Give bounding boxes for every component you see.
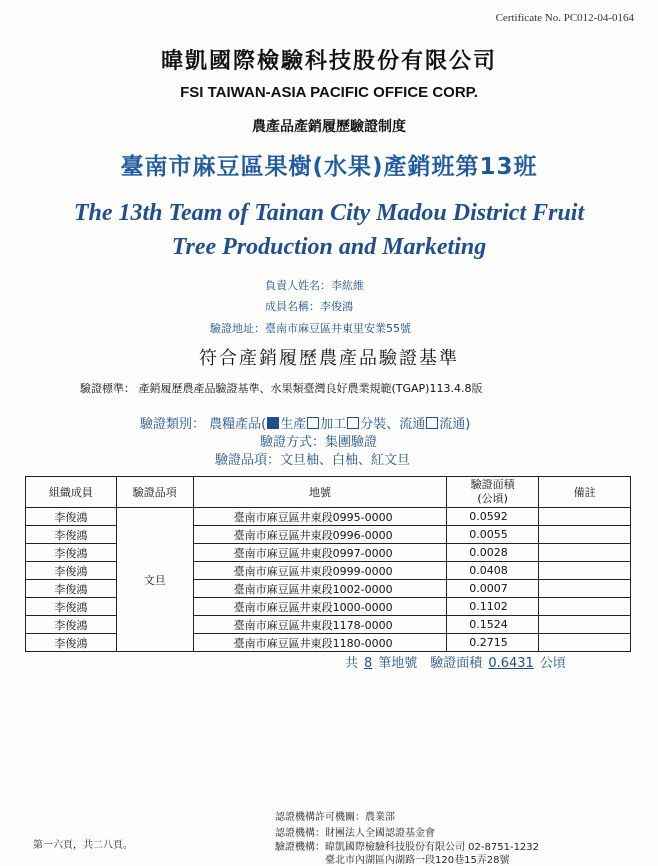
cell-note [539,580,631,598]
cell-member: 李俊鴻 [26,526,117,544]
table-row [26,508,631,526]
cell-member: 李俊鴻 [26,634,117,652]
team-name-en-line1: The 13th Team of Tainan City Madou District Fruit [73,200,585,226]
table-row [26,634,631,652]
summary-line [345,652,566,671]
certification-method: 驗證方式：集團驗證 [260,435,378,450]
checkbox-empty-icon [426,417,438,429]
cell-note [539,526,631,544]
header-area [447,477,539,508]
cell-area: 0.2715 [447,634,539,652]
summary-mid: 筆地號 驗證面積 [378,656,483,671]
cell-land: 臺南市麻豆區井東段1178-0000 [193,616,447,634]
category-option-dist: 流通 [439,417,466,432]
cell-area: 0.0592 [447,508,539,526]
certification-standard: 驗證標準： 產銷履歷農產品驗證基準、水果類臺灣良好農業規範(TGAP)113.4.8版 [80,382,483,395]
team-name-en-line2: Tree Production and Marketing [171,234,487,260]
header-member: 組織成員 [26,477,117,508]
summary-total: 0.6431 [488,656,534,671]
cell-land: 臺南市麻豆區井東段1000-0000 [193,598,447,616]
summary-prefix: 共 [345,656,359,671]
cell-area: 0.0408 [447,562,539,580]
cell-note [539,598,631,616]
cell-land: 臺南市麻豆區井東段1002-0000 [193,580,447,598]
conformity-statement: 符合產銷履歷農產品驗證基準 [199,348,459,369]
cell-note [539,544,631,562]
cell-area: 0.0007 [447,580,539,598]
category-prefix: 驗證類別： 農糧產品( [140,417,267,432]
header-area-line2: (公頃) [477,492,508,505]
category-suffix: ) [465,417,471,432]
cell-member: 李俊鴻 [26,598,117,616]
summary-unit: 公頃 [539,656,566,671]
cell-note [539,562,631,580]
table-row [26,544,631,562]
table-header-row [26,477,631,508]
certification-system-title: 農產品產銷履歷驗證制度 [252,119,406,135]
cell-member: 李俊鴻 [26,508,117,526]
header-product: 驗證品項 [116,477,193,508]
checkbox-empty-icon [307,417,319,429]
team-name-zh: 臺南市麻豆區果樹(水果)產銷班第13班 [120,154,538,180]
cell-land: 臺南市麻豆區井東段0996-0000 [193,526,447,544]
cell-note [539,616,631,634]
cell-product: 文旦 [116,508,193,652]
land-plot-table [25,476,631,652]
cell-land: 臺南市麻豆區井東段0999-0000 [193,562,447,580]
cell-area: 0.0028 [447,544,539,562]
header-note: 備註 [539,477,631,508]
footer-accreditation: 認證機構：財團法人全國認證基金會 [275,828,435,839]
cell-area: 0.1524 [447,616,539,634]
certification-category [140,413,470,432]
certified-items: 驗證品項：文旦柚、白柚、紅文旦 [215,453,411,468]
table-row [26,526,631,544]
cell-note [539,634,631,652]
cell-area: 0.0055 [447,526,539,544]
table-row [26,580,631,598]
checkbox-empty-icon [347,417,359,429]
category-option-pack: 分裝、流通 [360,417,426,432]
cell-land: 臺南市麻豆區井東段0997-0000 [193,544,447,562]
footer-issuer-address: 臺北市內湖區內湖路一段120巷15弄28號 [325,855,510,866]
cell-land: 臺南市麻豆區井東段0995-0000 [193,508,447,526]
certificate-number: Certificate No. PC012-04-0164 [495,12,634,24]
cell-member: 李俊鴻 [26,544,117,562]
certified-address: 驗證地址：臺南市麻豆區井東里安業55號 [210,322,411,335]
team-name-en [0,196,658,264]
header-area-line1: 驗證面積 [470,478,515,491]
table-row [26,562,631,580]
category-option-process: 加工 [320,417,347,432]
company-name-en: FSI TAIWAN-ASIA PACIFIC OFFICE CORP. [180,84,478,101]
cell-land: 臺南市麻豆區井東段1180-0000 [193,634,447,652]
cell-member: 李俊鴻 [26,616,117,634]
leader-name: 負責人姓名：李紘維 [265,279,364,292]
company-name-zh: 暐凱國際檢驗科技股份有限公司 [160,49,497,74]
cell-note [539,508,631,526]
cell-member: 李俊鴻 [26,580,117,598]
table-row [26,616,631,634]
table-row [26,598,631,616]
footer-issuer: 驗證機構：暐凱國際檢驗科技股份有限公司 02-8751-1232 [275,842,540,853]
cell-area: 0.1102 [447,598,539,616]
category-option-produce: 生產 [280,417,307,432]
page-number: 第一六頁，共二八頁。 [33,840,133,851]
footer-authority: 認證機構許可機關：農業部 [275,812,395,823]
summary-count: 8 [364,656,373,671]
header-land: 地號 [193,477,447,508]
cell-member: 李俊鴻 [26,562,117,580]
member-name: 成員名稱：李俊鴻 [265,300,353,313]
checkbox-checked-icon [267,417,279,429]
